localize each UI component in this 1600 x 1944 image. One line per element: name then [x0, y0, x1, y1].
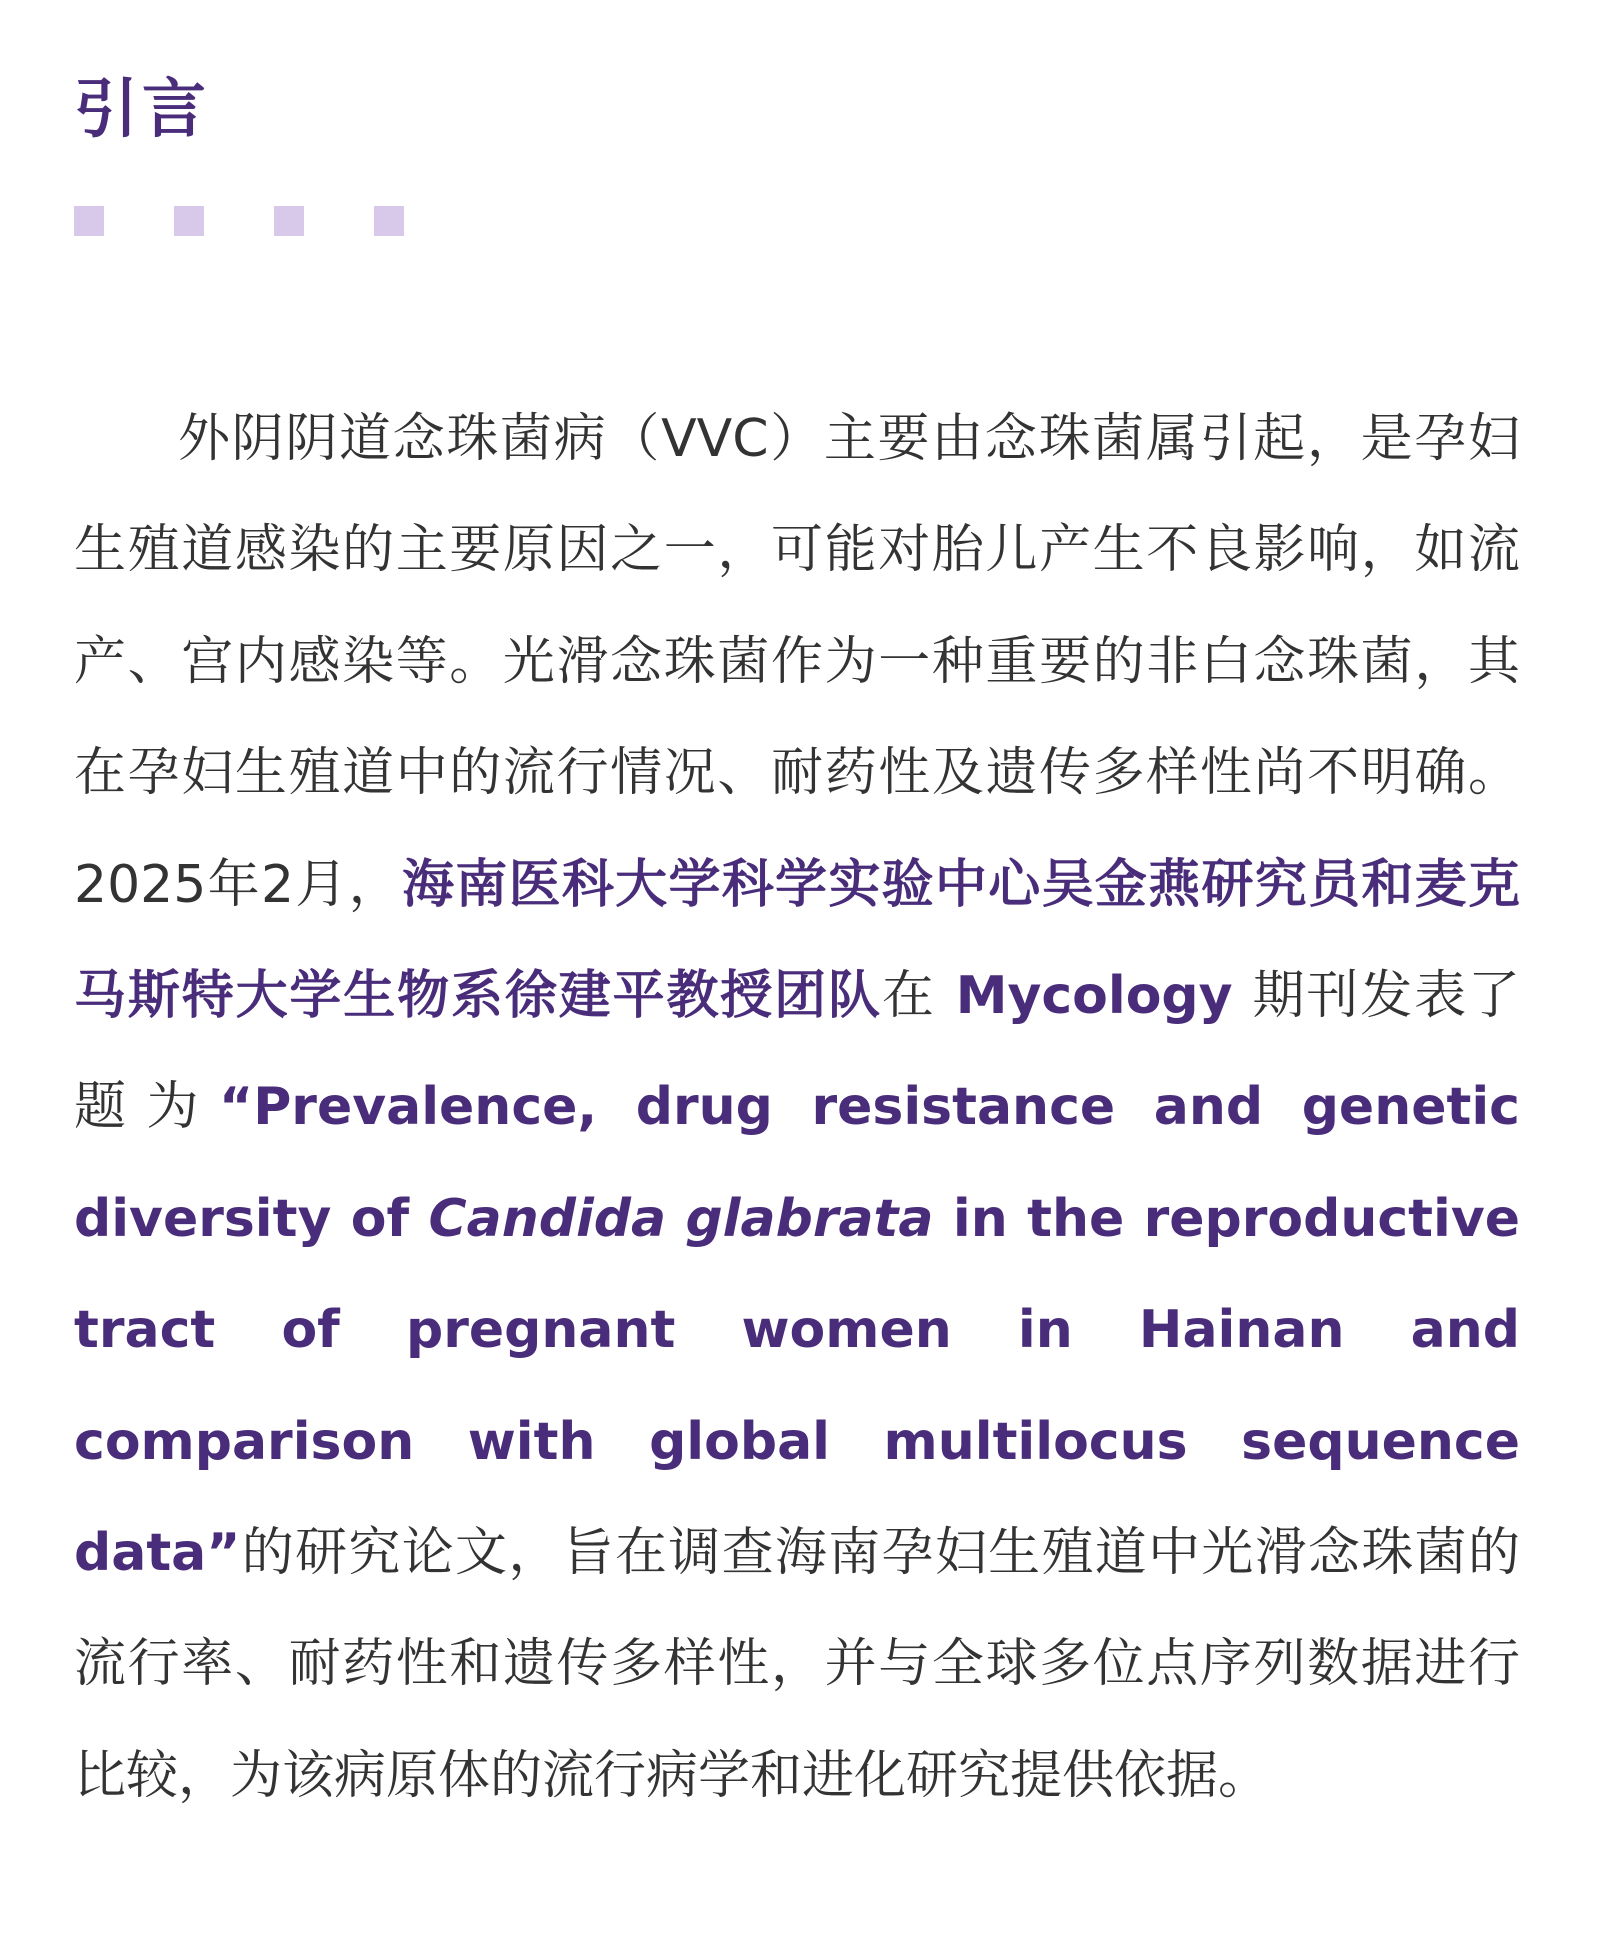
decor-square [374, 206, 404, 236]
paragraph-text: 外阴阴道念珠菌病（VVC）主要由念珠菌属引起，是孕妇生殖道感染的主要原因之一，可能对胎儿产生不良影响，如流产、宫内感染等。光滑念珠菌作为一种重要的非白念珠菌，其在孕妇生殖道中的流行情况、耐药性及遗传多样性尚不明确。2025年2月， [74, 409, 1520, 915]
paragraph-text: 的研究论文，旨在调查海南孕妇生殖道中光滑念珠菌的流行率、耐药性和遗传多样性，并与全球多位点序列数据进行比较，为该病原体的流行病学和进化研究提供依据。 [74, 1523, 1520, 1806]
paper-title-open: “Prevalence, drug resistance and genetic diversity of [74, 1077, 1520, 1249]
paragraph-text: 在 [881, 966, 936, 1027]
intro-paragraph [74, 384, 1520, 1832]
decor-square [274, 206, 304, 236]
paper-title-rest: in the reproductive tract of pregnant women in Hainan and comparison with global multilocus sequence data [74, 1188, 1521, 1584]
research-team: 海南医科大学科学实验中心吴金燕研究员和麦克马斯特大学生物系徐建平教授团队 [74, 854, 1520, 1027]
paragraph-text: 期刊发表了题为 [74, 966, 1520, 1138]
paper-title-close: ” [206, 1523, 241, 1584]
decor-square [174, 206, 204, 236]
journal-name: Mycology [935, 966, 1253, 1027]
decor-square [74, 206, 104, 236]
paper-title-species: Candida glabrata [428, 1188, 934, 1249]
section-heading: 引言 [74, 73, 210, 147]
